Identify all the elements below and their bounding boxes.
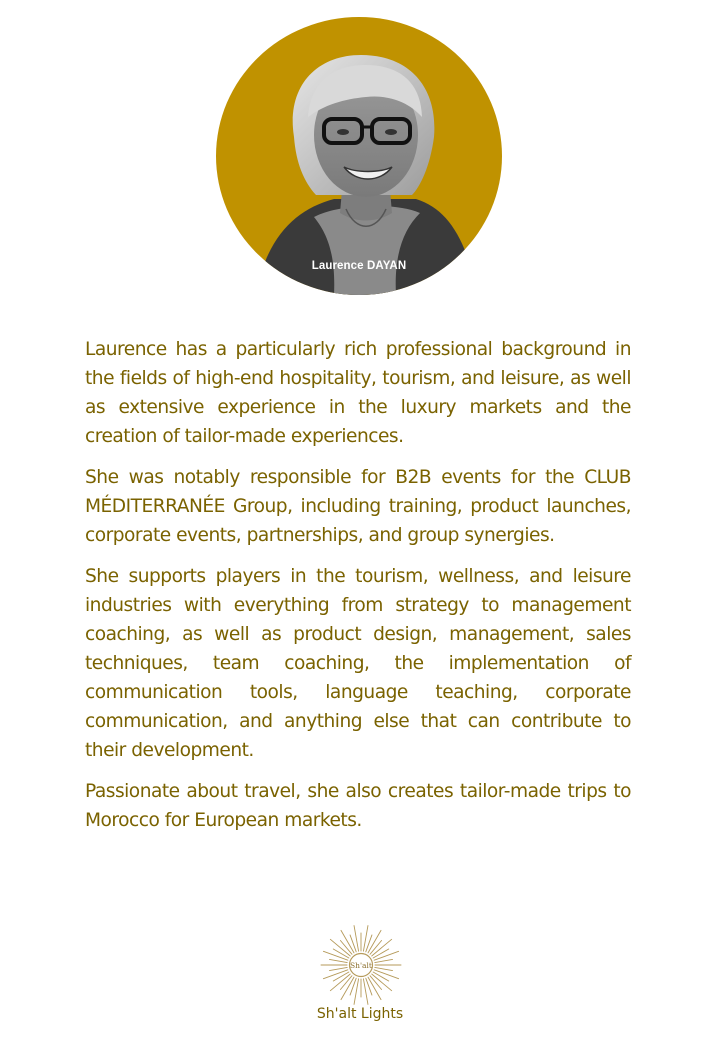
sunburst-icon <box>318 924 404 1010</box>
logo-text: Sh'alt <box>350 961 372 970</box>
logo-ray <box>333 949 349 958</box>
bio-text <box>85 335 631 847</box>
logo-ray <box>350 978 356 995</box>
logo-ray <box>375 959 393 962</box>
logo-ray <box>375 967 393 970</box>
portrait-photo <box>216 17 502 295</box>
portrait-caption: Laurence DAYAN <box>311 260 407 272</box>
logo-ray <box>329 959 347 962</box>
logo-ray <box>350 935 356 952</box>
person-photo-illustration <box>216 17 502 295</box>
bio-paragraph-3: She supports players in the tourism, wellness, and leisure industries with everything from strategy to management coaching, as well as product design, management, sales techniques, team coaching, the implementation of communication tools, language teaching, corporate communication, and anything else that can contribute to their development. <box>85 566 631 761</box>
bio-paragraph-2: She was notably responsible for B2B events for the CLUB MÉDITERRANÉE Group, including training, product launches, corporate events, partnerships, and group synergies. <box>85 467 631 546</box>
logo-ray <box>373 972 389 981</box>
bio-paragraph-4: Passionate about travel, she also creates tailor-made trips to Morocco for European markets. <box>85 781 631 831</box>
bio-paragraph-1: Laurence has a particularly rich professional background in the fields of high-end hospitality, tourism, and leisure, as well as extensive experience in the luxury markets and the creation of tailor-made experiences. <box>85 339 631 447</box>
logo-ray <box>333 972 349 981</box>
logo-ray <box>373 949 389 958</box>
logo-ray <box>329 967 347 970</box>
brand-name: Sh'alt Lights <box>316 1006 404 1022</box>
logo-ray <box>366 978 372 995</box>
logo-ray <box>366 935 372 952</box>
